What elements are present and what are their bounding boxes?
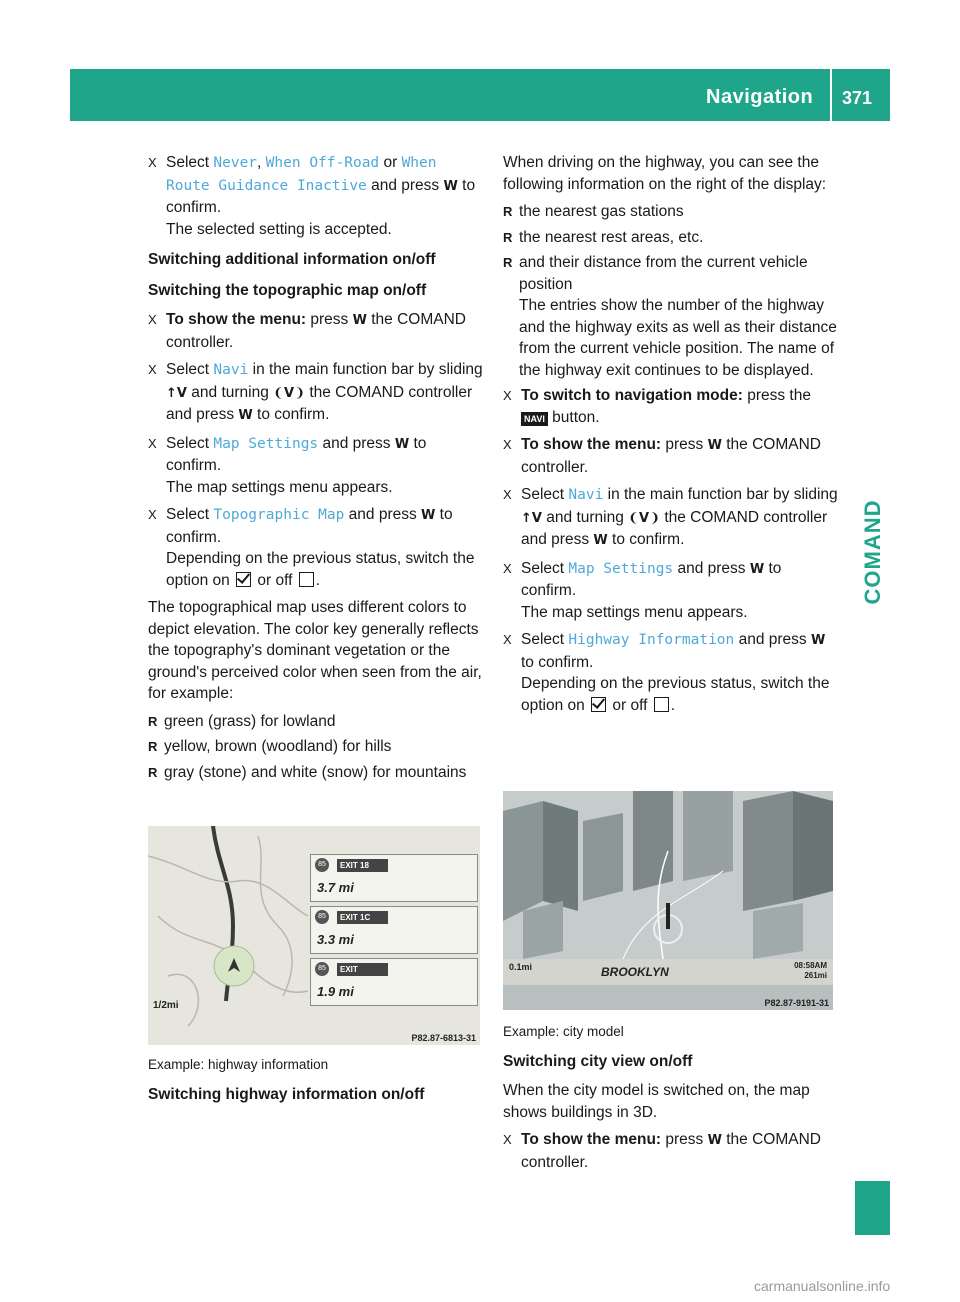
menu-item-map-settings: Map Settings — [568, 560, 674, 577]
step-navigation-mode: X To switch to navigation mode: press the NAVI button. — [503, 387, 811, 426]
city-model-screenshot — [503, 791, 833, 1010]
list-item: R and their distance from the current vehicle position The entries show the number of the highway and the highway exits as well as their distance from the current vehicle position. The name of the highway exit continues to be displayed. — [503, 254, 837, 379]
press-icon: W — [593, 533, 608, 548]
checkbox-empty-icon — [654, 697, 669, 712]
press-icon: W — [238, 408, 253, 423]
step-select-route-option: X Select Never, When Off-Road or When Route Guidance Inactive and press W to confirm. The selected setting is accepted. — [148, 154, 476, 238]
checkbox-empty-icon — [299, 572, 314, 587]
list-item: R green (grass) for lowland — [148, 712, 336, 730]
step-select-navi: X Select Navi in the main function bar by sliding ↑V and turning ❨V❩ the COMAND controller and press W to confirm. — [503, 486, 838, 548]
list-item: R the nearest rest areas, etc. — [503, 228, 704, 246]
right-bottom — [503, 1021, 839, 1179]
step-select-navi: X Select Navi in the main function bar by sliding ↑V and turning ❨V❩ the COMAND controller and press W to confirm. — [148, 361, 483, 423]
menu-item-map-settings: Map Settings — [213, 435, 319, 452]
exit-row: 85 EXIT 18 3.7 mi — [310, 854, 478, 902]
press-icon: W — [707, 438, 722, 453]
heading-city-view: Switching city view on/off — [503, 1052, 693, 1070]
city-status-bar — [503, 959, 833, 985]
slide-icon: ↑V — [521, 510, 542, 526]
left-column — [148, 152, 484, 787]
turn-icon: ❨V❩ — [273, 385, 306, 401]
press-icon: W — [352, 313, 367, 328]
highway-info-screenshot — [148, 826, 480, 1045]
heading-topographic-map: Switching the topographic map on/off — [148, 281, 427, 299]
heading-additional-info: Switching additional information on/off — [148, 251, 436, 268]
checkbox-checked-icon — [236, 572, 251, 587]
navi-button-icon: NAVI — [521, 412, 548, 426]
turn-icon: ❨V❩ — [628, 510, 661, 526]
step-show-menu: X To show the menu: press W the COMAND controller. — [148, 311, 466, 351]
right-column — [503, 152, 839, 722]
menu-item-never: Never — [213, 155, 258, 171]
step-select-map-settings: X Select Map Settings and press W to confirm. The map settings menu appears. — [148, 434, 427, 496]
menu-item-topographic-map: Topographic Map — [213, 507, 345, 523]
list-item: R gray (stone) and white (snow) for mountains — [148, 763, 467, 781]
figure-id: P82.87-6813-31 — [411, 1033, 476, 1043]
press-icon: W — [421, 508, 436, 523]
step-marker: X — [148, 155, 157, 170]
header-divider — [830, 69, 832, 121]
figure-caption: Example: highway information — [148, 1057, 329, 1072]
press-icon: W — [443, 178, 458, 194]
menu-item-navi: Navi — [213, 362, 249, 378]
menu-item-when-off-road: When Off-Road — [265, 155, 380, 171]
press-icon: W — [707, 1133, 722, 1148]
press-icon: W — [749, 561, 765, 577]
city-name: BROOKLYN — [601, 965, 669, 979]
side-tab-label: COMAND — [860, 499, 885, 605]
heading-highway-info: Switching highway information on/off — [148, 1085, 425, 1103]
step-select-topographic-map: X Select Topographic Map and press W to confirm. Depending on the previous status, switch the option on or off . — [148, 506, 475, 589]
step-select-highway-information: X Select Highway Information and press W to confirm. Depending on the previous status, switch the option on or off . — [503, 631, 830, 714]
list-item: R the nearest gas stations — [503, 203, 684, 220]
map-scale: 1/2mi — [153, 1000, 179, 1011]
step-show-menu: X To show the menu: press W the COMAND controller. — [503, 1131, 821, 1171]
exit-row: 85 EXIT 1.9 mi — [310, 958, 478, 1006]
menu-item-when-route-guidance-inactive: When Route Guidance Inactive — [166, 155, 437, 194]
press-icon: W — [394, 436, 410, 452]
figure-caption: Example: city model — [503, 1024, 624, 1039]
figure-id: P82.87-9191-31 — [764, 998, 829, 1008]
step-select-map-settings: X Select Map Settings and press W to confirm. The map settings menu appears. — [503, 559, 782, 621]
map-scale: 0.1mi — [509, 962, 533, 972]
checkbox-checked-icon — [591, 697, 606, 712]
time-distance: 08:58AM 261mi — [794, 961, 827, 980]
menu-item-navi: Navi — [568, 487, 604, 503]
step-show-menu: X To show the menu: press W the COMAND controller. — [503, 436, 821, 476]
menu-item-highway-information: Highway Information — [568, 632, 735, 648]
list-item: R yellow, brown (woodland) for hills — [148, 738, 392, 755]
city-view-description: When the city model is switched on, the map shows buildings in 3D. — [503, 1082, 810, 1121]
slide-icon: ↑V — [166, 385, 187, 401]
topographic-description: The topographical map uses different colors to depict elevation. The color key generally reflects the topography's dominant vegetation or the ground's perceived color when seen from the air, for example: — [148, 599, 482, 702]
page-number: 371 — [842, 88, 873, 108]
exit-row: 85 EXIT 1C 3.3 mi — [310, 906, 478, 954]
section-title: Navigation — [706, 86, 814, 108]
footer-watermark: carmanualsonline.info — [754, 1278, 891, 1294]
press-icon: W — [810, 633, 826, 648]
side-marker — [855, 1181, 890, 1235]
left-bottom — [148, 1054, 484, 1113]
highway-description: When driving on the highway, you can see the following information on the right of the display: — [503, 154, 827, 193]
